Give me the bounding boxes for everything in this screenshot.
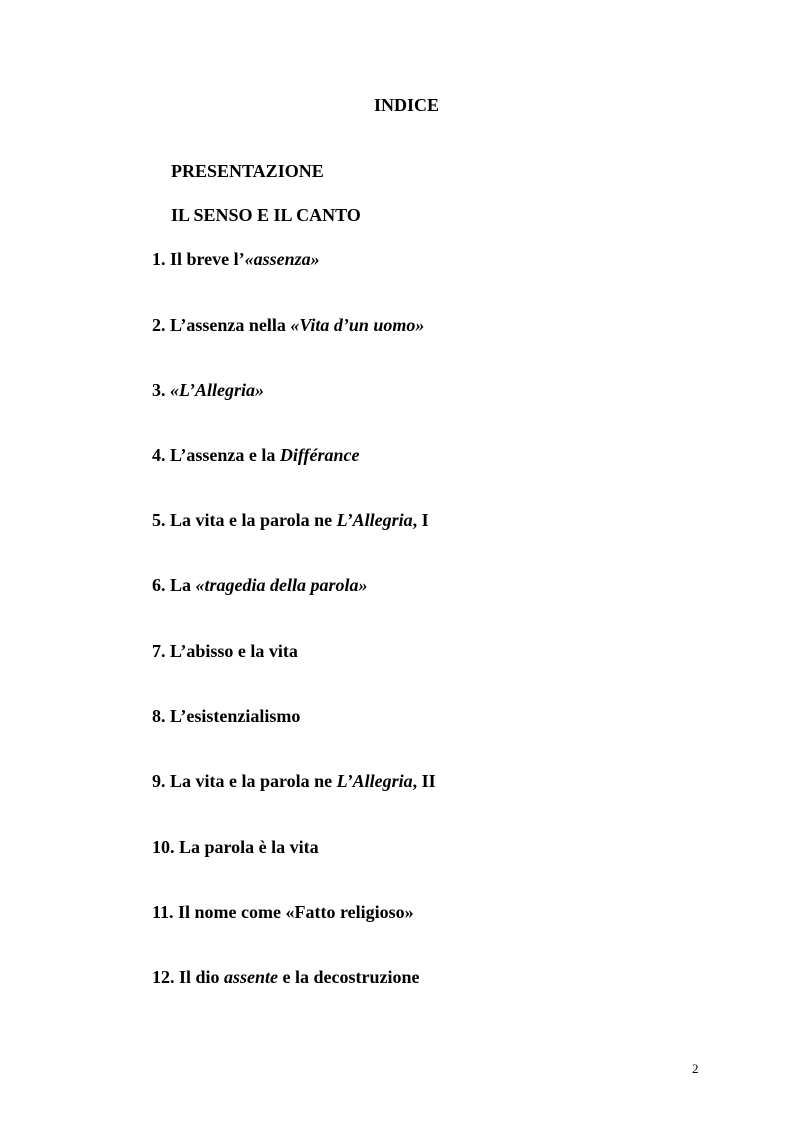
toc-entry-number: 5. bbox=[152, 510, 166, 530]
toc-entry-text: Il breve l’ bbox=[170, 249, 245, 269]
toc-entry-number: 10. bbox=[152, 837, 175, 857]
toc-entry bbox=[152, 510, 429, 531]
toc-entry-italic: «Vita d’un uomo» bbox=[290, 315, 425, 335]
toc-entry bbox=[152, 902, 414, 923]
toc-entry bbox=[152, 575, 368, 596]
toc-entry bbox=[152, 771, 436, 792]
toc-entry bbox=[152, 249, 320, 270]
toc-entry bbox=[152, 380, 264, 401]
toc-entry bbox=[152, 837, 319, 858]
toc-entry-number: 1. bbox=[152, 249, 166, 269]
toc-entry-italic: «L’Allegria» bbox=[170, 380, 264, 400]
toc-entry-number: 6. bbox=[152, 575, 166, 595]
toc-entry-italic: «assenza» bbox=[244, 249, 320, 269]
toc-entry-italic: «tragedia della parola» bbox=[195, 575, 368, 595]
toc-entry-text: La vita e la parola ne bbox=[170, 510, 337, 530]
toc-entry-number: 4. bbox=[152, 445, 166, 465]
toc-entry-text: La vita e la parola ne bbox=[170, 771, 337, 791]
toc-entry-suffix: e la decostruzione bbox=[278, 967, 420, 987]
toc-entry-text: Il dio bbox=[179, 967, 225, 987]
toc-entry-text: La bbox=[170, 575, 196, 595]
toc-entry-suffix: , II bbox=[412, 771, 436, 791]
toc-entry-number: 3. bbox=[152, 380, 166, 400]
toc-presentation: PRESENTAZIONE bbox=[171, 161, 324, 181]
toc-entry bbox=[152, 706, 300, 727]
toc-entry-italic: L’Allegria bbox=[336, 510, 413, 530]
toc-entry-number: 12. bbox=[152, 967, 175, 987]
toc-entry-text: Il nome come «Fatto religioso» bbox=[178, 902, 414, 922]
toc-entry bbox=[152, 967, 420, 988]
toc-entry-text: L’assenza e la bbox=[170, 445, 280, 465]
toc-entry-number: 2. bbox=[152, 315, 166, 335]
toc-entry-suffix: , I bbox=[412, 510, 429, 530]
toc-entry bbox=[152, 445, 360, 466]
toc-entry-text: L’abisso e la vita bbox=[170, 641, 298, 661]
toc-entry-number: 11. bbox=[152, 902, 174, 922]
toc-entry-italic: assente bbox=[224, 967, 279, 987]
toc-entry-number: 8. bbox=[152, 706, 166, 726]
toc-entry-text: La parola è la vita bbox=[179, 837, 319, 857]
page-title: INDICE bbox=[373, 95, 439, 115]
toc-entry-text: L’esistenzialismo bbox=[170, 706, 301, 726]
toc-entry bbox=[152, 315, 424, 336]
toc-entry bbox=[152, 641, 298, 662]
toc-section-heading: IL SENSO E IL CANTO bbox=[171, 205, 361, 225]
toc-entry-text: L’assenza nella bbox=[170, 315, 291, 335]
toc-entry-italic: Différance bbox=[279, 445, 360, 465]
toc-entry-number: 9. bbox=[152, 771, 166, 791]
page-number: 2 bbox=[692, 1061, 699, 1076]
toc-entry-number: 7. bbox=[152, 641, 166, 661]
toc-entry-italic: L’Allegria bbox=[336, 771, 413, 791]
